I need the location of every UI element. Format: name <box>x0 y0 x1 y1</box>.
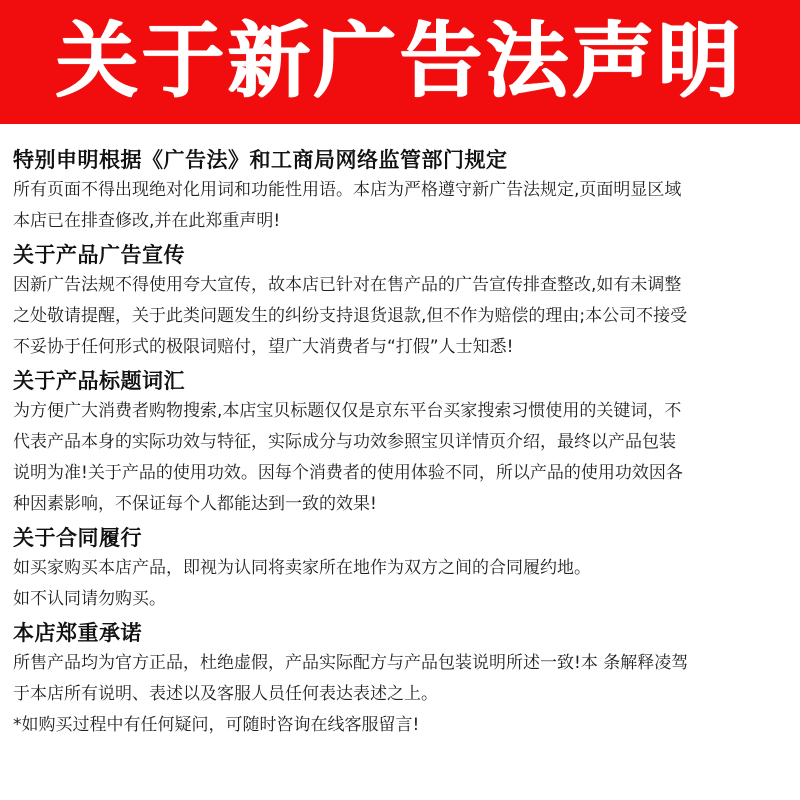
paragraph-line: 代表产品本身的实际功效与特征，实际成分与功效参照宝贝详情页介绍，最终以产品包装 <box>13 432 676 452</box>
section-heading: 关于产品广告宣传 <box>13 243 185 267</box>
section-heading: 关于产品标题词汇 <box>13 369 185 393</box>
paragraph-line: 不妥协于任何形式的极限词赔付，望广大消费者与“打假”人士知悉! <box>13 337 514 357</box>
statement-content <box>13 145 788 744</box>
title-banner <box>0 0 800 124</box>
paragraph-line: 说明为准!关于产品的使用功效。因每个消费者的使用体验不同，所以产品的使用功效因各 <box>13 463 683 483</box>
paragraph-line: 为方便广大消费者购物搜索,本店宝贝标题仅仅是京东平台买家搜索习惯使用的关键词，不 <box>13 401 682 421</box>
paragraph-line: 如买家购买本店产品，即视为认同将卖家所在地作为双方之间的合同履约地。 <box>13 558 591 578</box>
section-heading: 特别申明根据《广告法》和工商局网络监管部门规定 <box>13 148 508 172</box>
paragraph-line: 所售产品均为官方正品，杜绝虚假，产品实际配方与产品包装说明所述一致!本 条解释凌驾 <box>13 653 689 673</box>
paragraph-line: 种因素影响，不保证每个人都能达到一致的效果! <box>13 494 377 514</box>
section-product-advertising <box>13 240 788 363</box>
paragraph-line: 于本店所有说明、表述以及客服人员任何表达表述之上。 <box>13 684 438 704</box>
section-special-statement <box>13 145 788 237</box>
section-product-title-terms <box>13 366 788 520</box>
paragraph-line: 之处敬请提醒，关于此类问题发生的纠纷支持退货退款,但不作为赔偿的理由;本公司不接受 <box>13 306 688 326</box>
section-contract-performance <box>13 523 788 615</box>
paragraph-line: 所有页面不得出现绝对化用词和功能性用语。本店为严格遵守新广告法规定,页面明显区域 <box>13 180 682 200</box>
paragraph-line: 本店已在排查修改,并在此郑重声明! <box>13 211 281 231</box>
section-store-promise <box>13 618 788 741</box>
section-heading: 关于合同履行 <box>13 526 142 550</box>
section-heading: 本店郑重承诺 <box>13 621 142 645</box>
banner-title: 关于新广告法声明 <box>55 14 744 109</box>
paragraph-line: 如不认同请勿购买。 <box>13 589 166 609</box>
paragraph-line: *如购买过程中有任何疑问，可随时咨询在线客服留言! <box>13 715 420 735</box>
paragraph-line: 因新广告法规不得使用夸大宣传，故本店已针对在售产品的广告宣传排查整改,如有未调整 <box>13 275 682 295</box>
